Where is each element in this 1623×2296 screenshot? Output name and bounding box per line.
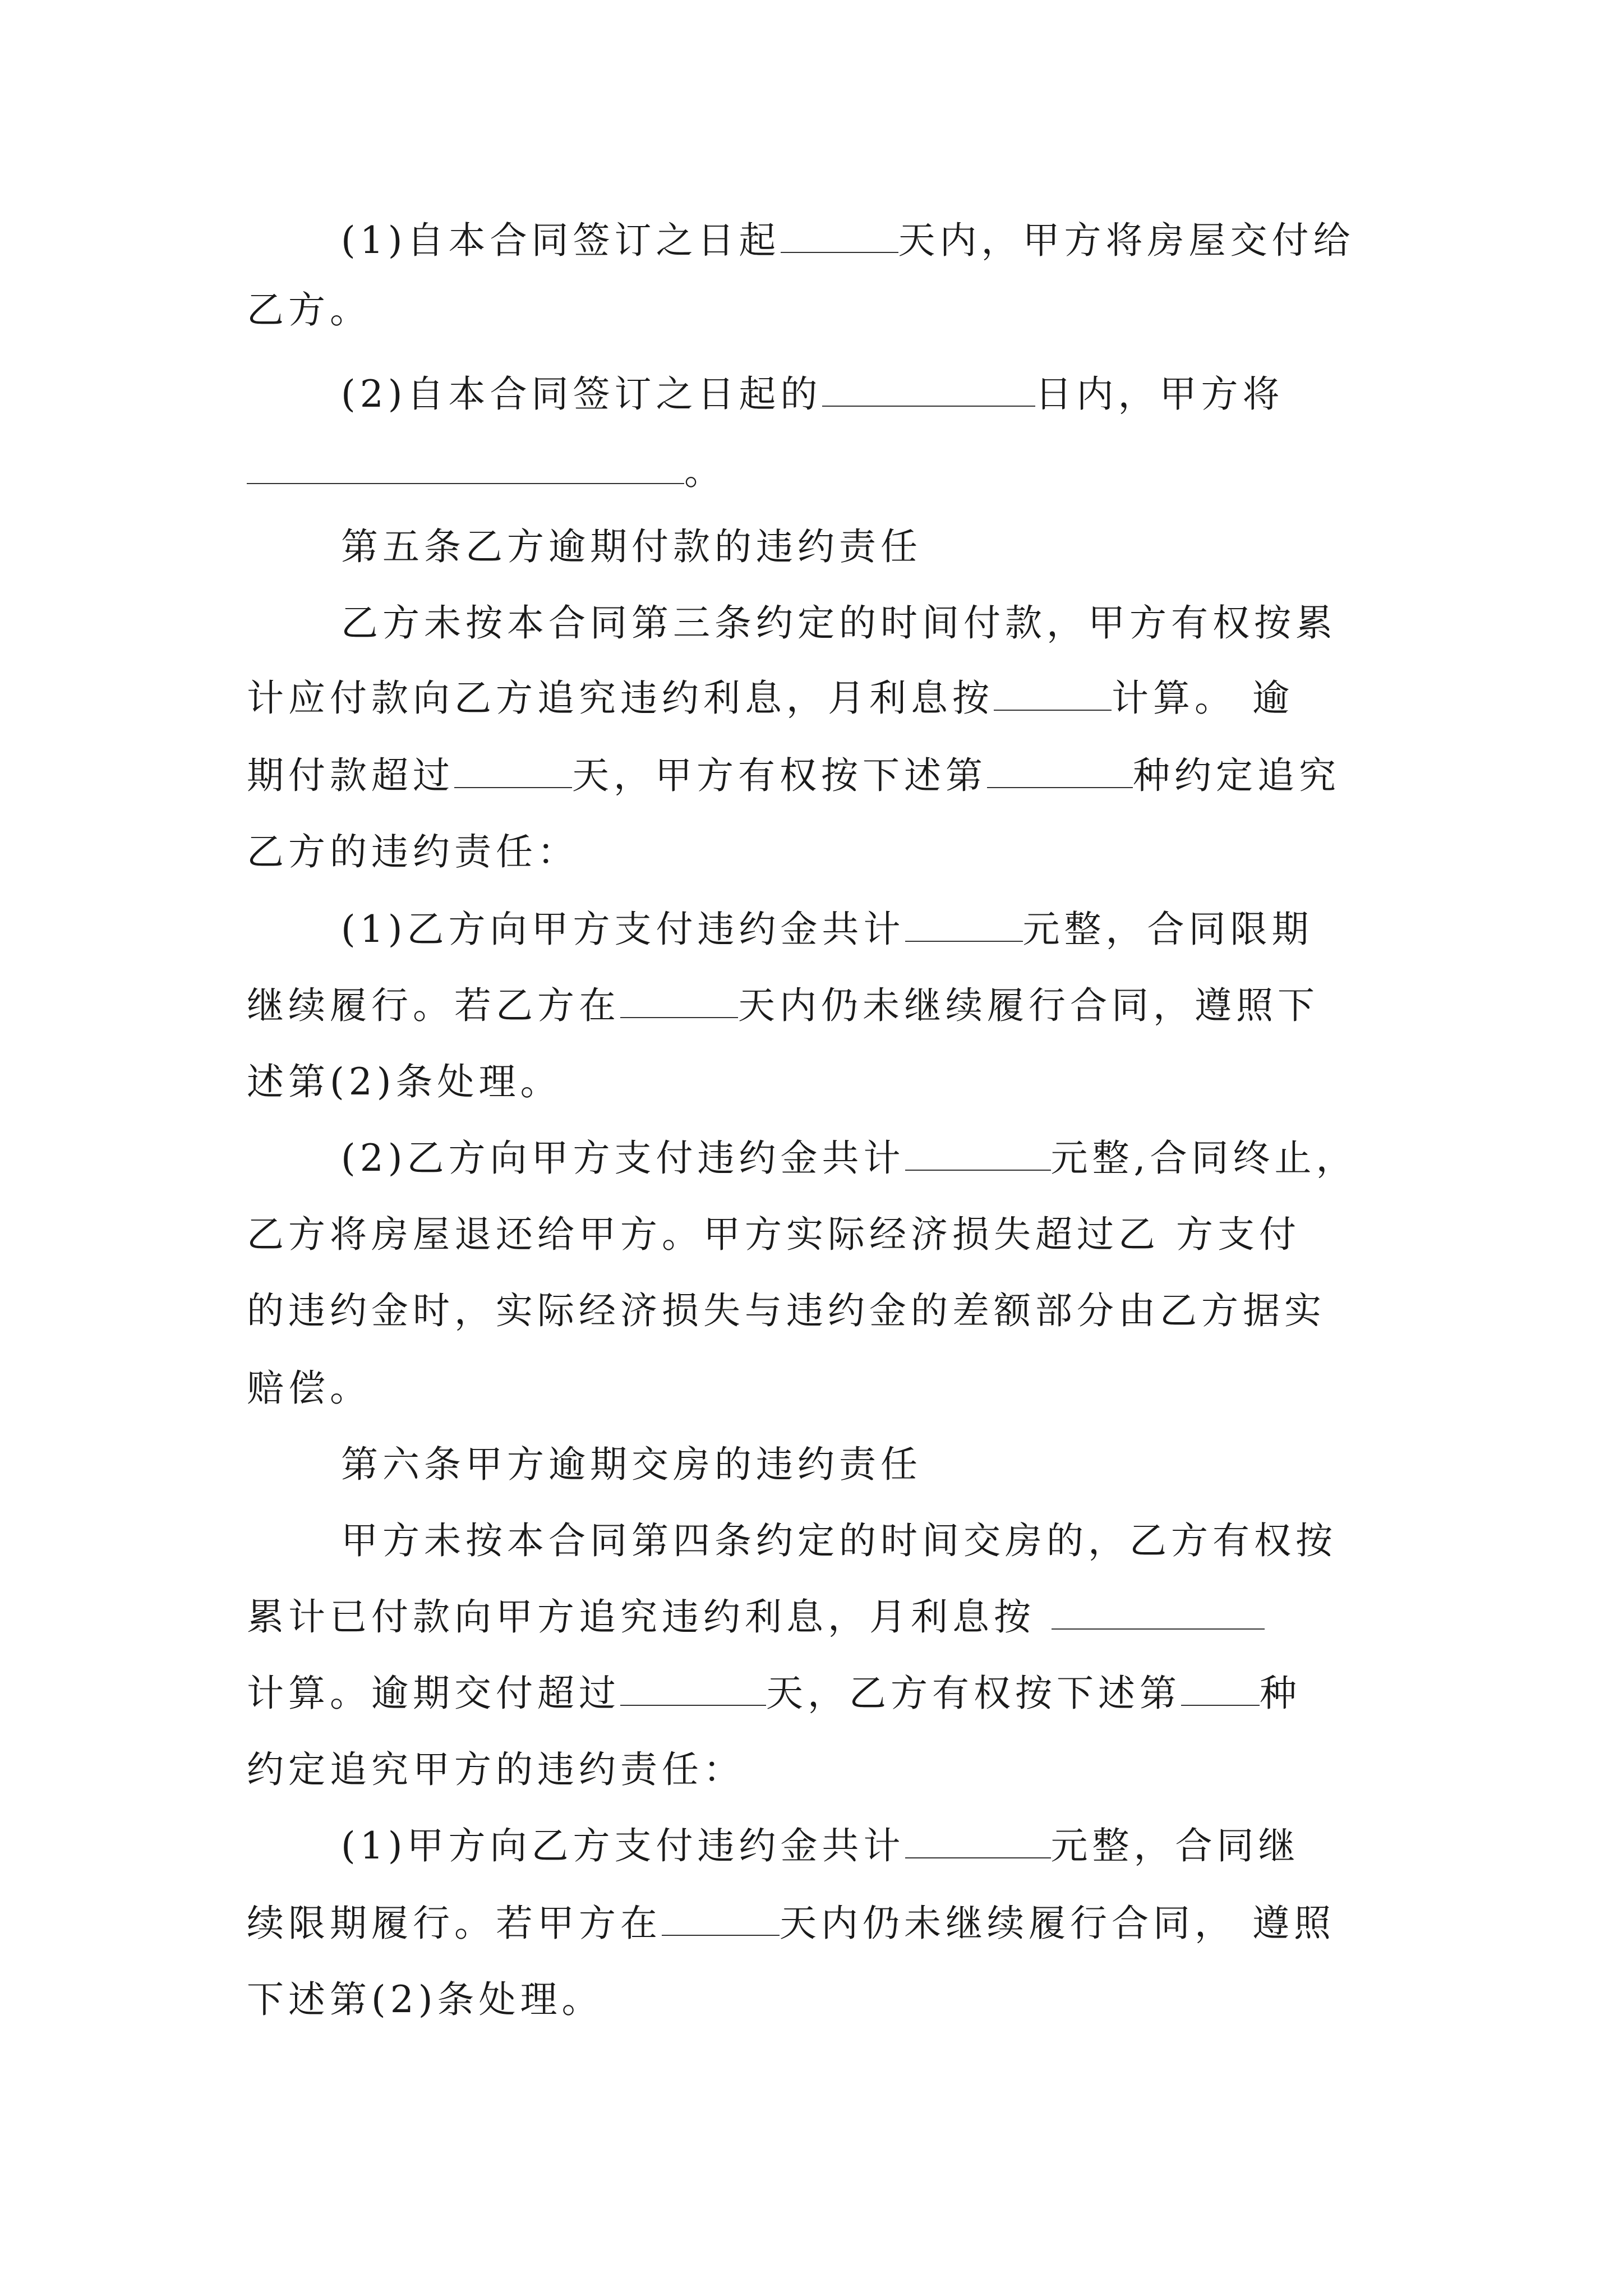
blank-field[interactable] — [822, 371, 1035, 407]
blank-field[interactable] — [905, 1135, 1051, 1171]
text-segment: 的违约金时，实际经济损失与违约金的差额部分由乙方据实 — [247, 1289, 1326, 1332]
blank-field[interactable] — [1052, 1594, 1265, 1630]
text-segment: 赔偿。 — [247, 1366, 371, 1410]
text-segment: (2)乙方向甲方支付违约金共计 — [341, 1137, 905, 1180]
text-segment: 约定追究甲方的违约责任： — [247, 1748, 745, 1791]
clause-5-item-2-line-3 — [247, 1286, 1326, 1336]
blank-field[interactable] — [1181, 1670, 1260, 1706]
text-segment: 种 — [1260, 1672, 1301, 1715]
text-segment: 天，乙方有权按下述第 — [766, 1672, 1181, 1715]
clause-6-para-line-3 — [247, 1668, 1301, 1719]
text-segment: 第六条甲方逾期交房的违约责任 — [341, 1443, 922, 1486]
blank-field[interactable] — [994, 675, 1112, 711]
blank-field[interactable] — [781, 217, 898, 253]
blank-field[interactable] — [905, 906, 1023, 942]
text-segment: 天内仍未继续履行合同，遵照下 — [738, 984, 1319, 1027]
text-segment: 种约定追究 — [1133, 754, 1340, 797]
blank-field[interactable] — [987, 752, 1133, 788]
text-segment: 第五条乙方逾期付款的违约责任 — [341, 525, 922, 568]
text-segment: 计应付款向乙方追究违约利息，月利息按 — [247, 677, 994, 720]
clause-5-item-1-line-3 — [247, 1057, 562, 1107]
blank-field[interactable] — [620, 1670, 766, 1706]
text-segment: 天内，甲方将房屋交付给 — [898, 219, 1355, 262]
text-segment: 计算。 逾 — [1112, 677, 1294, 720]
clause-5-para-line-4 — [247, 827, 579, 877]
clause-4-item-1-line-2 — [247, 285, 371, 335]
clause-5-para-line-1 — [341, 598, 1337, 648]
text-segment: (2)自本合同签订之日起的 — [341, 372, 822, 416]
text-segment: 乙方。 — [247, 288, 371, 332]
clause-6-item-1-line-2 — [247, 1898, 1335, 1949]
clause-5-item-2-line-4 — [247, 1363, 371, 1414]
text-segment: 。 — [684, 450, 726, 493]
clause-6-heading — [341, 1439, 922, 1490]
clause-5-para-line-2 — [247, 673, 1294, 724]
text-segment: 乙方未按本合同第三条约定的时间付款，甲方有权按累 — [341, 601, 1337, 645]
text-segment: 日内，甲方将 — [1035, 372, 1284, 416]
blank-field[interactable] — [662, 1900, 780, 1936]
text-segment: 期付款超过 — [247, 754, 454, 797]
text-segment: 计算。逾期交付超过 — [247, 1672, 620, 1715]
blank-field[interactable] — [247, 448, 684, 484]
clause-4-item-1-line-1 — [341, 215, 1355, 266]
text-segment: 甲方未按本合同第四条约定的时间交房的，乙方有权按 — [341, 1519, 1337, 1562]
text-segment: 元整,合同终止， — [1050, 1137, 1358, 1180]
clause-5-item-1-line-2 — [247, 981, 1319, 1031]
clause-5-item-2-line-1 — [341, 1133, 1357, 1184]
text-segment: 天，甲方有权按下述第 — [572, 754, 987, 797]
clause-6-para-line-2 — [247, 1592, 1265, 1642]
clause-4-item-2-line-2 — [247, 447, 726, 497]
text-segment: 续限期履行。若甲方在 — [247, 1902, 662, 1945]
clause-5-item-1-line-1 — [341, 904, 1313, 955]
text-segment: 下述第(2)条处理。 — [247, 1978, 603, 2021]
clause-5-para-line-3 — [247, 751, 1340, 801]
text-segment: (1)乙方向甲方支付违约金共计 — [341, 908, 905, 951]
text-segment: (1)甲方向乙方支付违约金共计 — [341, 1824, 905, 1867]
blank-field[interactable] — [905, 1823, 1051, 1858]
text-segment: 元整，合同限期 — [1022, 908, 1313, 951]
text-segment: (1)自本合同签订之日起 — [341, 219, 781, 262]
text-segment: 元整，合同继 — [1050, 1824, 1300, 1867]
text-segment: 乙方将房屋退还给甲方。甲方实际经济损失超过乙 方支付 — [247, 1213, 1301, 1256]
blank-field[interactable] — [454, 752, 572, 788]
text-segment: 天内仍未继续履行合同， 遵照 — [780, 1902, 1335, 1945]
clause-6-item-1-line-3 — [247, 1975, 603, 2025]
text-segment: 继续履行。若乙方在 — [247, 984, 620, 1027]
clause-5-heading — [341, 522, 922, 572]
clause-5-item-2-line-2 — [247, 1209, 1301, 1260]
clause-6-para-line-1 — [341, 1516, 1337, 1566]
text-segment: 累计已付款向甲方追究违约利息，月利息按 — [247, 1595, 1052, 1639]
clause-6-item-1-line-1 — [341, 1821, 1300, 1871]
text-segment: 乙方的违约责任： — [247, 830, 579, 873]
blank-field[interactable] — [620, 982, 738, 1018]
text-segment: 述第(2)条处理。 — [247, 1060, 562, 1103]
clause-6-para-line-4 — [247, 1745, 745, 1795]
clause-4-item-2-line-1 — [341, 369, 1284, 420]
